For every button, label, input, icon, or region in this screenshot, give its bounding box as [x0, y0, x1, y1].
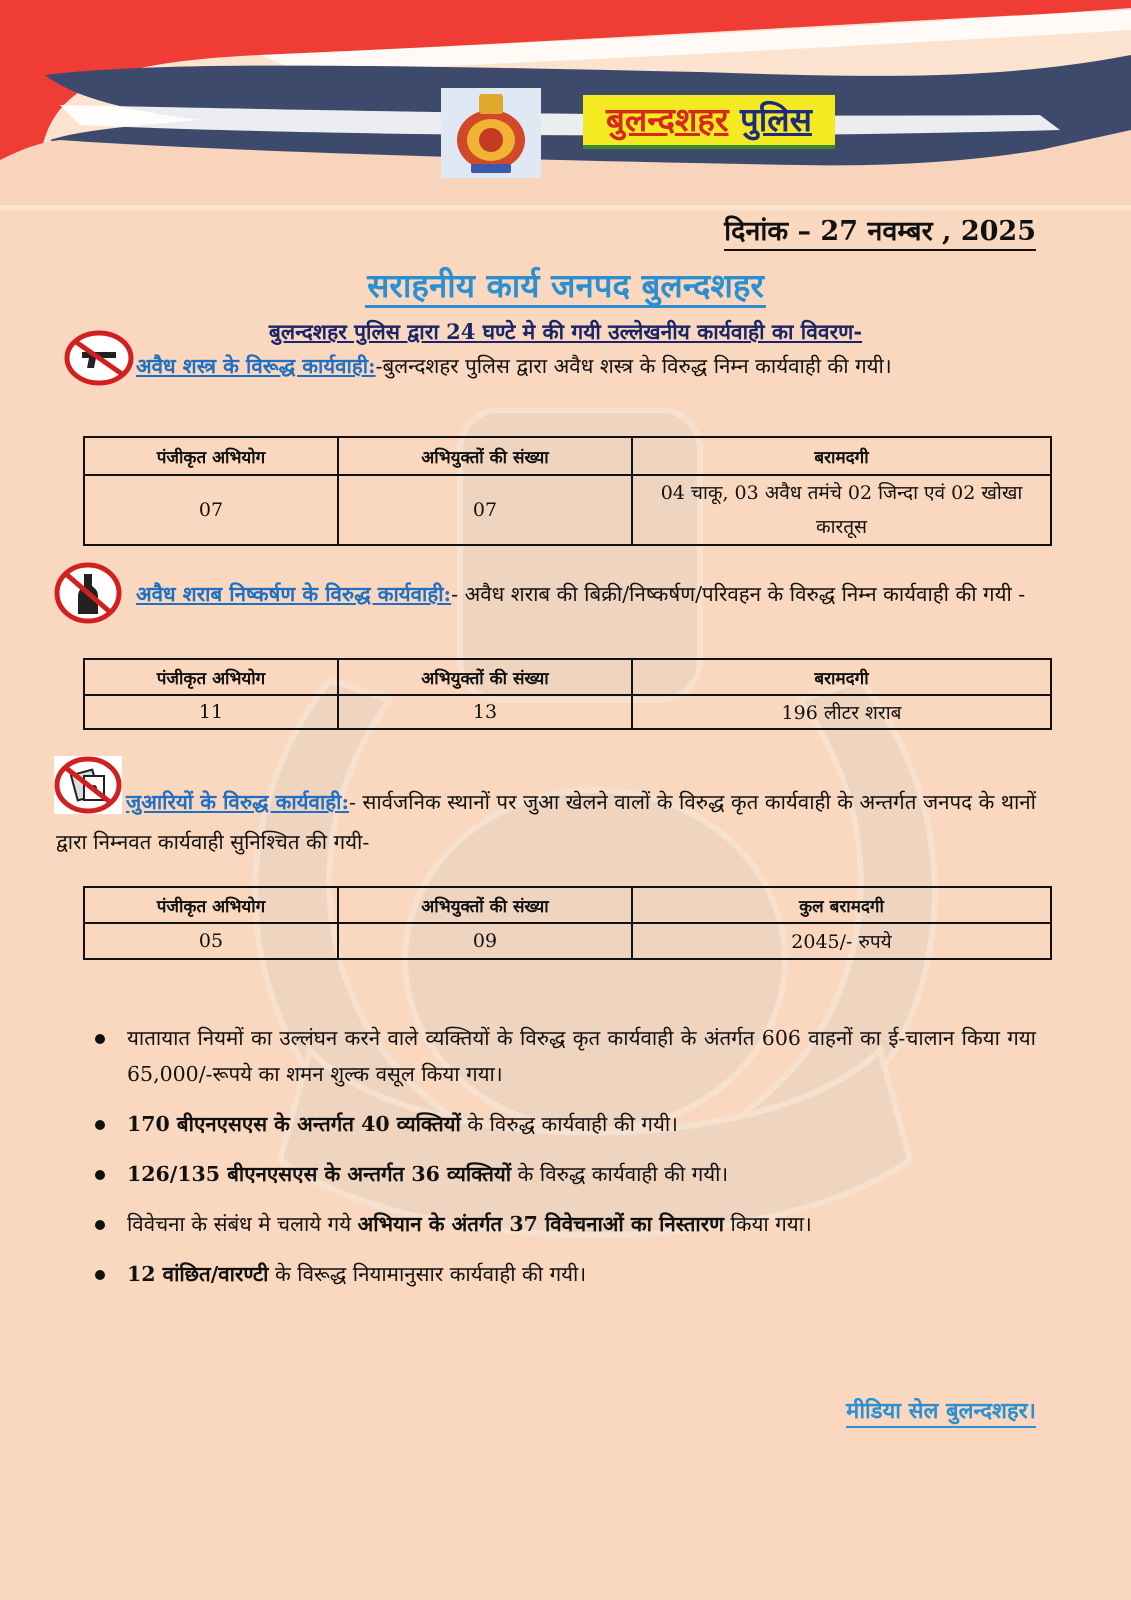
list-item-text: के विरुद्ध कार्यवाही की गयी। [511, 1162, 729, 1186]
table-cell: 09 [338, 923, 632, 959]
section-gambling-desc: - सार्वजनिक स्थानों पर जुआ खेलने वालों के विरुद्ध कृत कार्यवाही के अन्तर्गत जनपद के थानों द्वारा निम्नवत कार्यवाही सुनिश्चित की गयी- [56, 790, 1036, 854]
table-header: पंजीकृत अभियोग [84, 437, 338, 475]
table-header: पंजीकृत अभियोग [84, 887, 338, 923]
list-item-text: के विरूद्ध नियामानुसार कार्यवाही की गयी। [268, 1262, 587, 1286]
header-banner [0, 0, 1131, 210]
list-item-text: विवेचना के संबंध मे चलाये गये [127, 1212, 358, 1236]
up-police-emblem-icon [441, 88, 541, 178]
section-arms-desc: -बुलन्दशहर पुलिस द्वारा अवैध शस्त्र के विरुद्ध निम्न कार्यवाही की गयी। [375, 354, 892, 378]
section-liquor-heading: अवैध शराब निष्कर्षण के विरुद्ध कार्यवाही: [136, 582, 452, 606]
table-cell: 07 [84, 475, 338, 545]
page-subtitle: बुलन्दशहर पुलिस द्वारा 24 घण्टे मे की गयी उल्लेखनीय कार्यवाही का विवरण- [268, 319, 863, 344]
brand-part2: पुलिस [739, 100, 812, 139]
list-item [95, 1206, 1036, 1242]
table-cell: 05 [84, 923, 338, 959]
liquor-table [83, 658, 1052, 730]
list-item-text: यातायात नियमों का उल्लंघन करने वाले व्यक्तियों के विरुद्ध कृत कार्यवाही के अंतर्गत 606 वाहनों का ई-चालान किया गया 65,000/-रूपये का शमन शुल्क वसूल किया गया। [127, 1026, 1036, 1086]
section-arms-heading: अवैध शस्त्र के विरूद्ध कार्यवाही: [136, 354, 376, 378]
brand-part1: बुलन्दशहर [606, 100, 729, 139]
table-header: अभियुक्तों की संख्या [338, 659, 632, 695]
page-title: सराहनीय कार्य जनपद बुलन्दशहर [365, 266, 766, 308]
table-header: अभियुक्तों की संख्या [338, 887, 632, 923]
section-liquor-desc: - अवैध शराब की बिक्री/निष्कर्षण/परिवहन के विरुद्ध निम्न कार्यवाही की गयी - [451, 582, 1026, 606]
table-header: बरामदगी [632, 659, 1051, 695]
gambling-table [83, 886, 1052, 960]
section-liquor-text [92, 574, 1036, 614]
list-item [95, 1256, 1036, 1292]
list-item [95, 1106, 1036, 1142]
list-item [95, 1020, 1036, 1092]
section-gambling-text [56, 782, 1036, 862]
section-arms-text [90, 346, 1036, 386]
arms-table [83, 436, 1052, 546]
list-item-bold: अभियान के अंतर्गत 37 विवेचनाओं का निस्तारण [357, 1212, 724, 1236]
table-cell: 196 लीटर शराब [632, 695, 1051, 729]
list-item-bold: 170 बीएनएसएस के अन्तर्गत 40 व्यक्तियों [127, 1112, 461, 1136]
table-header: कुल बरामदगी [632, 887, 1051, 923]
list-item-text: किया गया। [723, 1212, 812, 1236]
table-header: अभियुक्तों की संख्या [338, 437, 632, 475]
summary-list [95, 1020, 1036, 1306]
media-cell-signature: मीडिया सेल बुलन्दशहर। [846, 1396, 1036, 1428]
list-item-text: के विरुद्ध कार्यवाही की गयी। [460, 1112, 678, 1136]
table-cell: 11 [84, 695, 338, 729]
table-cell: 07 [338, 475, 632, 545]
list-item [95, 1156, 1036, 1192]
brand-title [583, 95, 835, 149]
table-cell: 13 [338, 695, 632, 729]
list-item-bold: 126/135 बीएनएसएस के अन्तर्गत 36 व्यक्तियों [127, 1162, 512, 1186]
table-header: बरामदगी [632, 437, 1051, 475]
list-item-bold: 12 वांछित/वारण्टी [127, 1262, 269, 1286]
table-cell: 2045/- रुपये [632, 923, 1051, 959]
table-cell: 04 चाकू, 03 अवैध तमंचे 02 जिन्दा एवं 02 खोखा कारतूस [632, 475, 1051, 545]
table-header: पंजीकृत अभियोग [84, 659, 338, 695]
document-date: दिनांक – 27 नवम्बर , 2025 [724, 215, 1036, 251]
section-gambling-heading: जुआरियों के विरुद्ध कार्यवाही: [126, 790, 350, 814]
